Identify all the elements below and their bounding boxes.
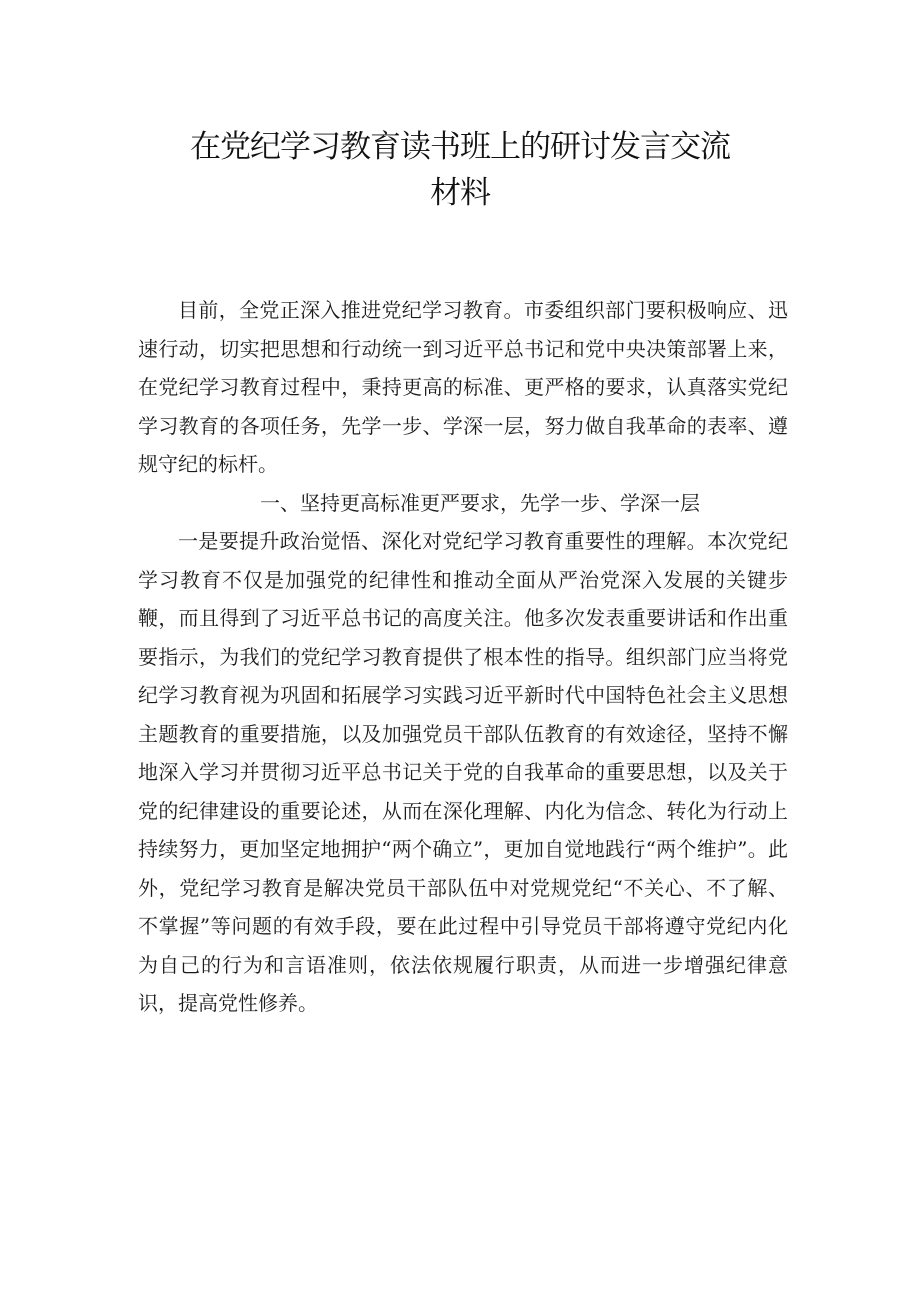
- document-body: [138, 291, 788, 1023]
- section-heading-1: 一、坚持更高标准更严要求，先学一步、学深一层: [260, 490, 700, 515]
- body-paragraph-1: 一是要提升政治觉悟、深化对党纪学习教育重要性的理解。本次党纪学习教育不仅是加强党的纪律性和推动全面从严治党深入发展的关键步鞭，而且得到了习近平总书记的高度关注。他多次发表重要讲话和作出重要指示，为我们的党纪学习教育提供了根本性的指导。组织部门应当将党纪学习教育视为巩固和拓展学习实践习近平新时代中国特色社会主义思想主题教育的重要措施，以及加强党员干部队伍教育的有效途径，坚持不懈地深入学习并贯彻习近平总书记关于党的自我革命的重要思想，以及关于党的纪律建设的重要论述，从而在深化理解、内化为信念、转化为行动上持续努力，更加坚定地拥护“两个确立”，更加自觉地践行“两个维护”。此外，党纪学习教育是解决党员干部队伍中对党规党纪“不关心、不了解、不掌握”等问题的有效手段，要在此过程中引导党员干部将遵守党纪内化为自己的行为和言语准则，依法依规履行职责，从而进一步增强纪律意识，提高党性修养。: [138, 529, 788, 1015]
- title-line-2: 材料: [430, 175, 490, 211]
- title-line-1: 在党纪学习教育读书班上的研讨发言交流: [190, 129, 730, 165]
- document-title: [0, 124, 920, 216]
- intro-paragraph: 目前，全党正深入推进党纪学习教育。市委组织部门要积极响应、迅速行动，切实把思想和行动统一到习近平总书记和党中央决策部署上来，在党纪学习教育过程中，秉持更高的标准、更严格的要求，认真落实党纪学习教育的各项任务，先学一步、学深一层，努力做自我革命的表率、遵规守纪的标杆。: [138, 298, 788, 476]
